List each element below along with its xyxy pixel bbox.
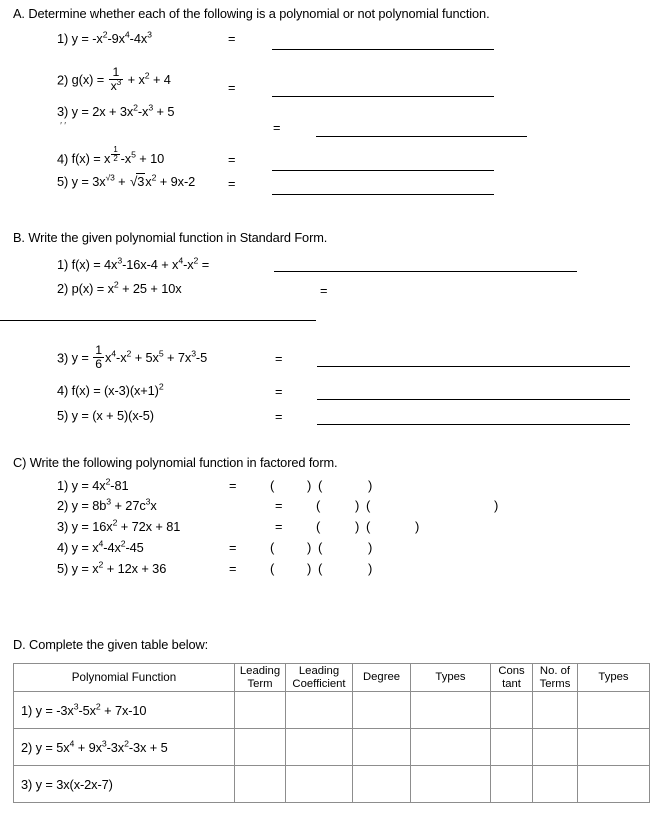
cell-types[interactable] (411, 692, 491, 729)
fraction-one-sixth: $\frac{1}{6}$ (95, 343, 102, 371)
factor-paren-close[interactable]: ) (368, 561, 373, 576)
section-a-item-5 (57, 174, 195, 189)
column-header-constant: Cons tant (491, 664, 533, 692)
item-expression: $y = -x^2-9x^4-4x^3$ (71, 29, 152, 46)
factor-paren-close[interactable]: ) (307, 478, 312, 493)
equals-sign: = (275, 498, 283, 513)
cell-leading-term[interactable] (235, 692, 286, 729)
section-c-item-5 (57, 561, 166, 576)
sqrt-three-radical: √3 (129, 174, 145, 189)
item-label: 4) (57, 383, 69, 398)
item-expression: y = (x + 5)(x-5) (71, 408, 154, 423)
factor-paren-open[interactable]: ( (318, 478, 323, 493)
factor-paren-open[interactable]: ( (316, 519, 321, 534)
item-expression: $y = 4x^2-81$ (71, 476, 129, 493)
factor-paren-close[interactable]: ) (368, 540, 373, 555)
cell-leading-coefficient[interactable] (286, 692, 353, 729)
item-expression: g(x) = $\frac{1}{x^3}$ + $x^2 + 4$ (71, 65, 171, 93)
scan-artifact: ′′ (60, 121, 69, 131)
cell-leading-coefficient[interactable] (286, 766, 353, 803)
item-label: 2) (57, 72, 69, 88)
cell-no-of-terms[interactable] (533, 692, 578, 729)
cell-types-2[interactable] (578, 729, 650, 766)
cell-types-2[interactable] (578, 766, 650, 803)
cell-polynomial-function: 2) $y = 5x^4 + 9x^3-3x^2-3x + 5$ (14, 729, 235, 766)
cell-no-of-terms[interactable] (533, 766, 578, 803)
section-b-item-4 (57, 383, 164, 398)
factor-paren-open[interactable]: ( (318, 540, 323, 555)
factor-paren-close[interactable]: ) (307, 540, 312, 555)
section-c-item-4 (57, 540, 144, 555)
fraction-one-half-exponent: $\frac{1}{2}$ (113, 145, 118, 163)
answer-blank-a1[interactable] (272, 49, 494, 50)
column-header-polynomial-function: Polynomial Function (14, 664, 235, 692)
cell-leading-term[interactable] (235, 766, 286, 803)
section-a-item-3 (57, 104, 174, 119)
equals-sign: = (275, 384, 283, 399)
factor-paren-open[interactable]: ( (270, 540, 275, 555)
column-header-degree: Degree (353, 664, 411, 692)
factor-paren-open[interactable]: ( (318, 561, 323, 576)
factor-paren-open[interactable]: ( (316, 498, 321, 513)
item-expression: $y = 2x + 3x^2-x^3 + 5$ (71, 102, 175, 119)
factor-paren-close[interactable]: ) (368, 478, 373, 493)
section-c-item-2 (57, 498, 157, 513)
column-header-leading-term: Leading Term (235, 664, 286, 692)
cell-polynomial-function: 1) $y = -3x^3-5x^2 + 7x-10$ (14, 692, 235, 729)
cell-constant[interactable] (491, 692, 533, 729)
item-expression: $y = 16x^2 + 72x + 81$ (71, 517, 181, 534)
equals-sign: = (229, 561, 237, 576)
cell-constant[interactable] (491, 766, 533, 803)
section-b-heading: B. Write the given polynomial function in Standard Form. (13, 230, 328, 245)
answer-blank-a4[interactable] (272, 170, 494, 171)
section-a-item-1 (57, 31, 152, 46)
item-expression: $f(x) = (x-3)(x+1)^2$ (71, 381, 164, 398)
equals-sign: = (228, 31, 236, 46)
section-a-item-4 (57, 146, 164, 166)
answer-blank-a3[interactable] (316, 136, 527, 137)
answer-blank-a2[interactable] (272, 96, 494, 97)
item-expression: $p(x) = x^2 + 25 + 10x$ (71, 279, 182, 296)
cell-leading-coefficient[interactable] (286, 729, 353, 766)
table-row (14, 766, 650, 803)
equals-sign: = (229, 540, 237, 555)
cell-degree[interactable] (353, 692, 411, 729)
cell-types[interactable] (411, 729, 491, 766)
cell-types-2[interactable] (578, 692, 650, 729)
answer-blank-b3[interactable] (317, 366, 630, 367)
fraction-one-over-x-cubed: $\frac{1}{x^3}$ (110, 65, 122, 93)
item-label: 1) (57, 31, 69, 46)
equals-sign: = (229, 478, 237, 493)
item-label: 5) (57, 561, 69, 576)
factor-paren-open[interactable]: ( (270, 478, 275, 493)
equals-sign: = (228, 176, 236, 191)
cell-types[interactable] (411, 766, 491, 803)
factor-paren-open[interactable]: ( (270, 561, 275, 576)
cell-no-of-terms[interactable] (533, 729, 578, 766)
section-c-item-1 (57, 478, 129, 493)
item-expression: $y = x^2 + 12x + 36$ (71, 559, 167, 576)
section-c-item-3 (57, 519, 180, 534)
cell-constant[interactable] (491, 729, 533, 766)
table-header-row (14, 664, 650, 692)
cell-degree[interactable] (353, 729, 411, 766)
equals-sign: = (228, 152, 236, 167)
answer-blank-b1[interactable] (274, 271, 577, 272)
section-b-item-5 (57, 408, 154, 423)
section-d-heading: D. Complete the given table below: (13, 637, 209, 652)
answer-blank-b2[interactable] (0, 320, 316, 321)
item-label: 2) (57, 281, 69, 296)
item-expression: $y = 8b^3 + 27c^3x$ (71, 496, 157, 513)
answer-blank-a5[interactable] (272, 194, 494, 195)
equals-sign: = (273, 120, 281, 135)
item-label: 5) (57, 408, 69, 423)
item-expression: $y = x^4-4x^2-45$ (71, 538, 144, 555)
item-label: 2) (57, 498, 69, 513)
equals-sign: = (320, 283, 328, 298)
column-header-leading-coefficient: Leading Coefficient (286, 664, 353, 692)
factor-paren-close[interactable]: ) (494, 498, 499, 513)
section-b-item-2 (57, 281, 182, 296)
column-header-types: Types (411, 664, 491, 692)
factor-paren-close[interactable]: ) (307, 561, 312, 576)
cell-polynomial-function: 3) y = 3x(x-2x-7) (14, 766, 235, 803)
section-b-item-3 (57, 344, 207, 370)
item-label: 3) (57, 519, 69, 534)
column-header-no-of-terms: No. of Terms (533, 664, 578, 692)
sqrt-three-exponent: √3 (105, 172, 115, 183)
item-expression: $y = 3x^{√3} + √3x^2 + 9x-2$ (71, 172, 196, 189)
factor-paren-close[interactable]: ) (415, 519, 420, 534)
item-label: 4) (57, 540, 69, 555)
section-c-heading: C) Write the following polynomial function in factored form. (13, 455, 338, 470)
polynomial-table (13, 663, 650, 803)
table-row (14, 692, 650, 729)
section-a-heading: A. Determine whether each of the following is a polynomial or not polynomial function. (13, 6, 490, 21)
equals-sign: = (275, 351, 283, 366)
column-header-types-2: Types (578, 664, 650, 692)
section-a-item-2 (57, 66, 171, 92)
factor-paren-close[interactable]: ) (355, 519, 360, 534)
cell-degree[interactable] (353, 766, 411, 803)
item-label: 4) (57, 151, 69, 167)
section-b-item-1 (57, 257, 209, 272)
factor-paren-open[interactable]: ( (366, 519, 371, 534)
equals-sign: = (228, 80, 236, 95)
factor-paren-close[interactable]: ) (355, 498, 360, 513)
item-label: 3) (57, 104, 69, 119)
item-expression: y = $\frac{1}{6}$ $x^4-x^2 + 5x^5 + 7x^3-5$ (71, 343, 208, 371)
item-label: 5) (57, 174, 69, 189)
factor-paren-open[interactable]: ( (366, 498, 371, 513)
equals-sign: = (275, 409, 283, 424)
item-label: 1) (57, 478, 69, 493)
answer-blank-b4[interactable] (317, 399, 630, 400)
item-expression: $f(x) = 4x^3-16x-4 + x^4-x^2$ = (71, 255, 210, 272)
item-label: 1) (57, 257, 69, 272)
cell-leading-term[interactable] (235, 729, 286, 766)
equals-sign: = (275, 519, 283, 534)
table-row (14, 729, 650, 766)
item-label: 3) (57, 350, 69, 366)
answer-blank-b5[interactable] (317, 424, 630, 425)
item-expression: f(x) = x $\frac{1}{2}$ $-x^5 + 10$ (71, 145, 165, 167)
